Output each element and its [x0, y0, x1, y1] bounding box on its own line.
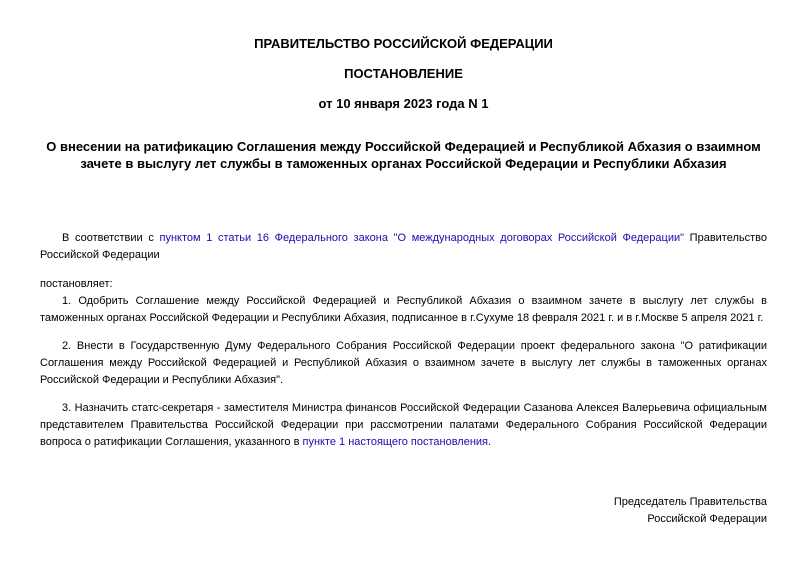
- item-1-text: 1. Одобрить Соглашение между Российской Федерацией и Республикой Абхазия о взаимном зачете в выслугу лет службы в таможенных органах Российской Федерации и Республики Абхазия, подписанное в г.Сухуме 18 февраля 2021 г. и в г.Москве 5 апреля 2021 г.: [40, 295, 767, 324]
- item-2-text: 2. Внести в Государственную Думу Федерального Собрания Российской Федерации проект федерального закона "О ратификации Соглашения между Российской Федерацией и Республикой Абхазия о взаимном зачете в выслугу лет службы в таможенных органах Российской Федерации и Республики Абхазия".: [40, 340, 767, 386]
- signature-block: [567, 494, 767, 528]
- signature-organization: Российской Федерации: [647, 513, 767, 525]
- resolves-text: постановляет:: [40, 278, 113, 290]
- intro-paragraph: [40, 230, 767, 264]
- item-3-text-before: 3. Назначить статс-секретаря - заместителя Министра финансов Российской Федерации Сазанова Алексея Валерьевича официальным представителем Правительства Российской Федерации при рассмотрении палатами Федерального Собрания Российской Федерации вопроса о ратификации Соглашения, указанного в: [40, 402, 767, 448]
- document-date-number: от 10 января 2023 года N 1: [318, 96, 489, 111]
- item-1-paragraph: [40, 293, 767, 327]
- item-3-paragraph: [40, 400, 767, 451]
- document-title: О внесении на ратификацию Соглашения между Российской Федерацией и Республикой Абхазия о взаимном зачете в выслугу лет службы в таможенных органах Российской Федерации и Республики Абхазия: [46, 139, 761, 171]
- federal-law-link[interactable]: пунктом 1 статьи 16 Федерального закона "О международных договорах Российской Федерации": [159, 232, 685, 244]
- item-2-paragraph: [40, 338, 767, 389]
- signature-title: Председатель Правительства: [613, 496, 767, 508]
- item-3-text-after: .: [488, 436, 492, 448]
- intro-text-before: В соответствии с: [62, 232, 160, 244]
- document-type: ПОСТАНОВЛЕНИЕ: [344, 66, 463, 81]
- government-heading: ПРАВИТЕЛЬСТВО РОССИЙСКОЙ ФЕДЕРАЦИИ: [254, 36, 553, 51]
- item-1-reference-link[interactable]: пункте 1 настоящего постановления: [302, 436, 489, 448]
- intro-text-after: Правительство Российской Федерации: [40, 232, 767, 261]
